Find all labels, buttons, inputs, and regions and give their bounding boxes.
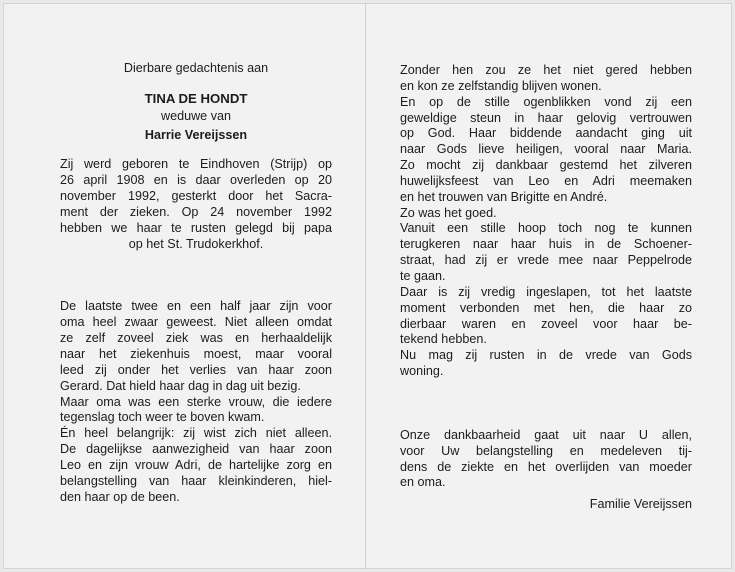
- text-line: belangstelling van haar kleinkinderen, hiel-: [60, 473, 332, 488]
- husband-name: Harrie Vereijssen: [144, 127, 248, 142]
- family-signature: Familie Vereijssen: [589, 497, 692, 512]
- text-line: Onze dankbaarheid gaat uit naar U allen,: [400, 427, 692, 442]
- text-line: tekend hebben.: [400, 332, 487, 347]
- text-line: Daar is zij vredig ingeslapen, tot het laatste: [400, 284, 692, 299]
- text-line: naar het ziekenhuis moest, maar vooral: [60, 346, 332, 361]
- text-line: De laatste twee en een half jaar zijn voor: [60, 299, 332, 314]
- text-line: ze zelf zoveel ziek was en herhaaldelijk: [60, 331, 332, 346]
- text-line: woning.: [400, 364, 444, 379]
- biography-paragraph: [60, 157, 332, 252]
- right-page: [400, 63, 692, 513]
- text-line: Leo en zijn vrouw Adri, de hartelijke zorg en: [60, 457, 332, 472]
- text-line: Zo was het goed.: [400, 205, 497, 220]
- widow-of-label: weduwe van: [160, 108, 231, 123]
- text-line: oma heel zwaar geweest. Niet alleen omdat: [60, 315, 332, 330]
- text-line: te gaan.: [400, 268, 446, 283]
- thanks-paragraph: [400, 428, 692, 491]
- text-line: Maar oma was een sterke vrouw, die iedere: [60, 394, 332, 409]
- text-line: Gerard. Dat hield haar dag in dag uit bezig.: [60, 378, 301, 393]
- text-line: huwelijksfeest van Leo en Adri meemaken: [400, 173, 692, 188]
- text-line: den haar op de been.: [60, 489, 180, 504]
- text-line: op het St. Trudokerkhof.: [128, 236, 264, 251]
- card-header: Dierbare gedachtenis aan: [123, 61, 269, 75]
- text-line: op God. Haar biddende aandacht ging uit: [400, 126, 692, 141]
- text-line: Én heel belangrijk: zij wist zich niet alleen.: [60, 426, 332, 441]
- faith-paragraph: [400, 63, 692, 380]
- text-line: naar Gods lieve heiligen, vooral naar Maria.: [400, 142, 692, 157]
- text-line: voor Uw belangstelling en medeleven tij-: [400, 443, 692, 458]
- text-line: 26 april 1908 en is daar overleden op 20: [60, 173, 332, 188]
- text-line: tegenslag toch weer te boven kwam.: [60, 410, 265, 425]
- text-line: straat, had zij er vrede mee naar Peppelrode: [400, 253, 692, 268]
- text-line: Zo mocht zij dankbaar gestemd het zilveren: [400, 158, 692, 173]
- text-line: Vanuit een stille hoop toch nog te kunnen: [400, 221, 692, 236]
- text-line: leed zij onder het verlies van haar zoon: [60, 362, 332, 377]
- text-line: ment der zieken. Op 24 november 1992: [60, 204, 332, 219]
- text-line: Nu mag zij rusten in de vrede van Gods: [400, 348, 692, 363]
- card-fold-line: [365, 3, 366, 569]
- left-page: [60, 61, 332, 505]
- remembrance-paragraph: [60, 299, 332, 505]
- text-line: Zonder hen zou ze het niet gered hebben: [400, 63, 692, 77]
- text-line: en oma.: [400, 475, 446, 490]
- text-line: terugkeren naar haar huis in de Schoener-: [400, 237, 692, 252]
- text-line: moment verbonden met hen, die haar zo: [400, 300, 692, 315]
- text-line: Zij werd geboren te Eindhoven (Strijp) op: [60, 157, 332, 172]
- text-line: dierbaar waren en zoveel voor haar be-: [400, 316, 692, 331]
- text-line: en het trouwen van Brigitte en André.: [400, 189, 608, 204]
- text-line: geweldige steun in haar gelovig vertrouwen: [400, 110, 692, 125]
- deceased-name: TINA DE HONDT: [144, 90, 248, 106]
- text-line: en kon ze zelfstandig blijven wonen.: [400, 78, 602, 93]
- text-line: november 1992, gesterkt door het Sacra-: [60, 189, 332, 204]
- text-line: En op de stille ogenblikken vond zij een: [400, 94, 692, 109]
- text-line: dens de ziekte en het overlijden van moeder: [400, 459, 692, 474]
- text-line: hebben we haar te rusten gelegd bij papa: [60, 220, 332, 235]
- text-line: De dagelijkse aanwezigheid van haar zoon: [60, 442, 332, 457]
